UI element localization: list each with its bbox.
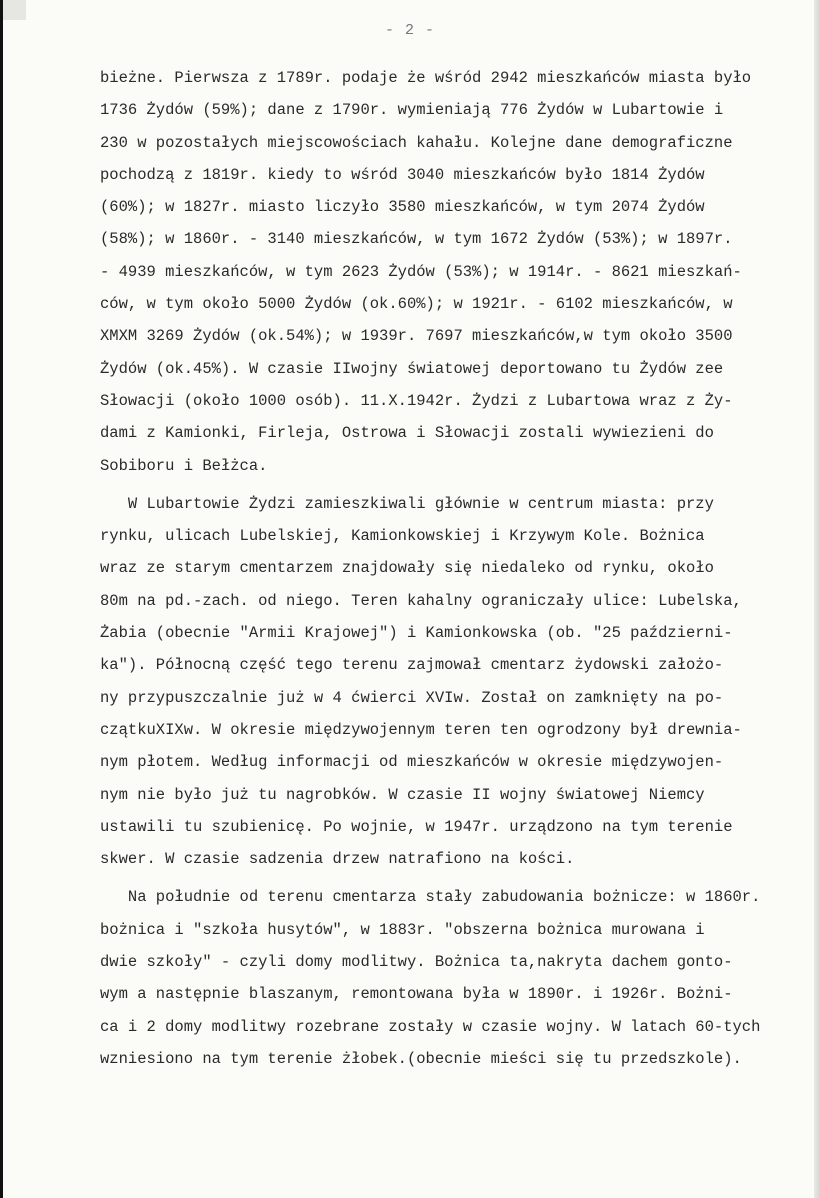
text-line: bieżne. Pierwsza z 1789r. podaje że wśród 2942 mieszkańców miasta było — [100, 69, 752, 87]
document-body — [100, 62, 790, 1075]
text-line: ców, w tym około 5000 Żydów (ok.60%); w 1921r. - 6102 mieszkańców, w — [100, 295, 733, 314]
text-line: - 4939 mieszkańców, w tym 2623 Żydów (53%); w 1914r. - 8621 mieszkań- — [100, 262, 742, 281]
text-line: (60%); w 1827r. miasto liczyło 3580 mieszkańców, w tym 2074 Żydów — [100, 198, 705, 217]
text-line: bożnica i "szkoła husytów", w 1883r. "obszerna bożnica murowana i — [100, 920, 705, 939]
text-line: nym płotem. Według informacji od mieszkańców w okresie międzywojen- — [100, 753, 724, 772]
text-line: Słowacji (około 1000 osób). 11.X.1942r. Żydzi z Lubartowa wraz z Ży- — [100, 391, 733, 410]
text-line: ustawili tu szubienicę. Po wojnie, w 1947r. urządzono na tym terenie — [100, 817, 733, 836]
paragraph — [100, 62, 790, 482]
text-line: wzniesiono na tym terenie żłobek.(obecnie mieści się tu przedszkole). — [100, 1049, 742, 1068]
text-line: skwer. W czasie sadzenia drzew natrafiono na kości. — [100, 850, 575, 869]
text-line: (58%); w 1860r. - 3140 mieszkańców, w tym 1672 Żydów (53%); w 1897r. — [100, 230, 733, 249]
text-line: 80m na pd.-zach. od niego. Teren kahalny ograniczały ulice: Lubelska, — [100, 591, 742, 610]
text-line: 1736 Żydów (59%); dane z 1790r. wymieniają 776 Żydów w Lubartowie i — [100, 101, 724, 120]
scan-corner — [0, 0, 26, 20]
text-line: ca i 2 domy modlitwy rozebrane zostały w czasie wojny. W latach 60-tych — [100, 1017, 761, 1036]
text-line: ka"). Północną część tego terenu zajmował cmentarz żydowski założo- — [100, 656, 724, 675]
text-line: Żabia (obecnie "Armii Krajowej") i Kamionkowska (ob. "25 październi- — [100, 624, 733, 643]
text-line: ny przypuszczalnie już w 4 ćwierci XVIw. Został on zamknięty na po- — [100, 688, 724, 707]
text-line: pochodzą z 1819r. kiedy to wśród 3040 mieszkańców było 1814 Żydów — [100, 165, 705, 184]
text-line: nym nie było już tu nagrobków. W czasie II wojny światowej Niemcy — [100, 785, 705, 804]
scan-left-edge — [0, 0, 3, 1198]
text-line: wym a następnie blaszanym, remontowana była w 1890r. i 1926r. Bożni- — [100, 985, 733, 1004]
scan-right-edge — [814, 0, 820, 1198]
paragraph — [100, 881, 790, 1075]
text-line: czątkuXIXw. W okresie międzywojennym teren ten ogrodzony był drewnia- — [100, 720, 742, 739]
text-line: 230 w pozostałych miejscowościach kahału. Kolejne dane demograficzne — [100, 133, 733, 152]
text-line: Na południe od terenu cmentarza stały zabudowania bożnicze: w 1860r. — [100, 888, 761, 907]
text-line: Sobiboru i Bełżca. — [100, 456, 268, 475]
text-line: Żydów (ok.45%). W czasie IIwojny światowej deportowano tu Żydów zee — [100, 359, 724, 378]
text-line: wraz ze starym cmentarzem znajdowały się niedaleko od rynku, około — [100, 559, 714, 578]
page-number: - 2 - — [384, 22, 435, 39]
text-line: dwie szkoły" - czyli domy modlitwy. Bożnica ta,nakryta dachem gonto- — [100, 953, 733, 972]
text-line: W Lubartowie Żydzi zamieszkiwali głównie w centrum miasta: przy — [100, 494, 714, 513]
text-line: dami z Kamionki, Firleja, Ostrowa i Słowacji zostali wywiezieni do — [100, 424, 714, 443]
text-line: rynku, ulicach Lubelskiej, Kamionkowskiej i Krzywym Kole. Bożnica — [100, 527, 705, 546]
text-line: ХМХМ 3269 Żydów (ok.54%); w 1939r. 7697 mieszkańców,w tym około 3500 — [100, 327, 733, 346]
paragraph — [100, 488, 790, 876]
